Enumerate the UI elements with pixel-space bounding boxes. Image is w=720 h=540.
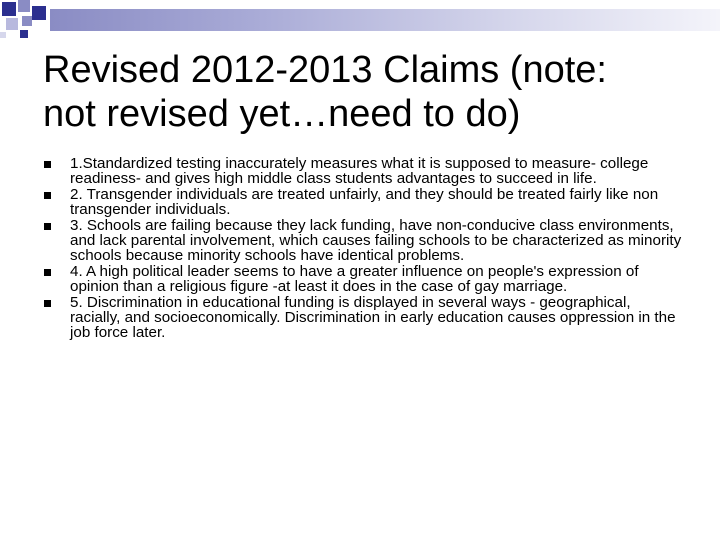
square-bullet-icon <box>44 300 51 307</box>
bullet-text: 5. Discrimination in educational funding is displayed in several ways - geographical, racially, and socioeconomically. Discrimination in early education causes oppression in the job force later. <box>70 294 676 341</box>
decor-square <box>18 0 30 12</box>
slide-title <box>43 48 693 136</box>
decor-square <box>32 6 46 20</box>
bullet-item <box>44 296 684 340</box>
square-bullet-icon <box>44 269 51 276</box>
title-line-1: Revised 2012-2013 Claims (note: <box>43 49 607 91</box>
square-bullet-icon <box>44 192 51 199</box>
bullet-text: 4. A high political leader seems to have a greater influence on people's expression of opinion than a religious figure -at least it does in the case of gay marriage. <box>70 263 639 295</box>
square-bullet-icon <box>44 223 51 230</box>
bullet-item <box>44 157 684 186</box>
title-line-2: not revised yet…need to do) <box>43 93 521 135</box>
header-gradient-bar <box>50 9 720 31</box>
decor-square <box>6 18 18 30</box>
decor-square <box>22 16 32 26</box>
bullet-text: 3. Schools are failing because they lack funding, have non-conducive class environments, and lack parental involvement, which causes failing schools to be characterized as minority schools because minority schools have identical problems. <box>70 217 682 264</box>
bullet-list <box>44 157 684 342</box>
header-decoration <box>0 0 720 40</box>
decor-square <box>2 2 16 16</box>
square-bullet-icon <box>44 161 51 168</box>
bullet-text: 1.Standardized testing inaccurately measures what it is supposed to measure- college readiness- and gives high middle class students advantages to succeed in life. <box>70 155 649 187</box>
bullet-item <box>44 188 684 217</box>
bullet-text: 2. Transgender individuals are treated unfairly, and they should be treated fairly like non transgender individuals. <box>70 186 659 218</box>
bullet-item <box>44 265 684 294</box>
decor-square <box>20 30 28 38</box>
decor-square <box>0 32 6 38</box>
bullet-item <box>44 219 684 263</box>
